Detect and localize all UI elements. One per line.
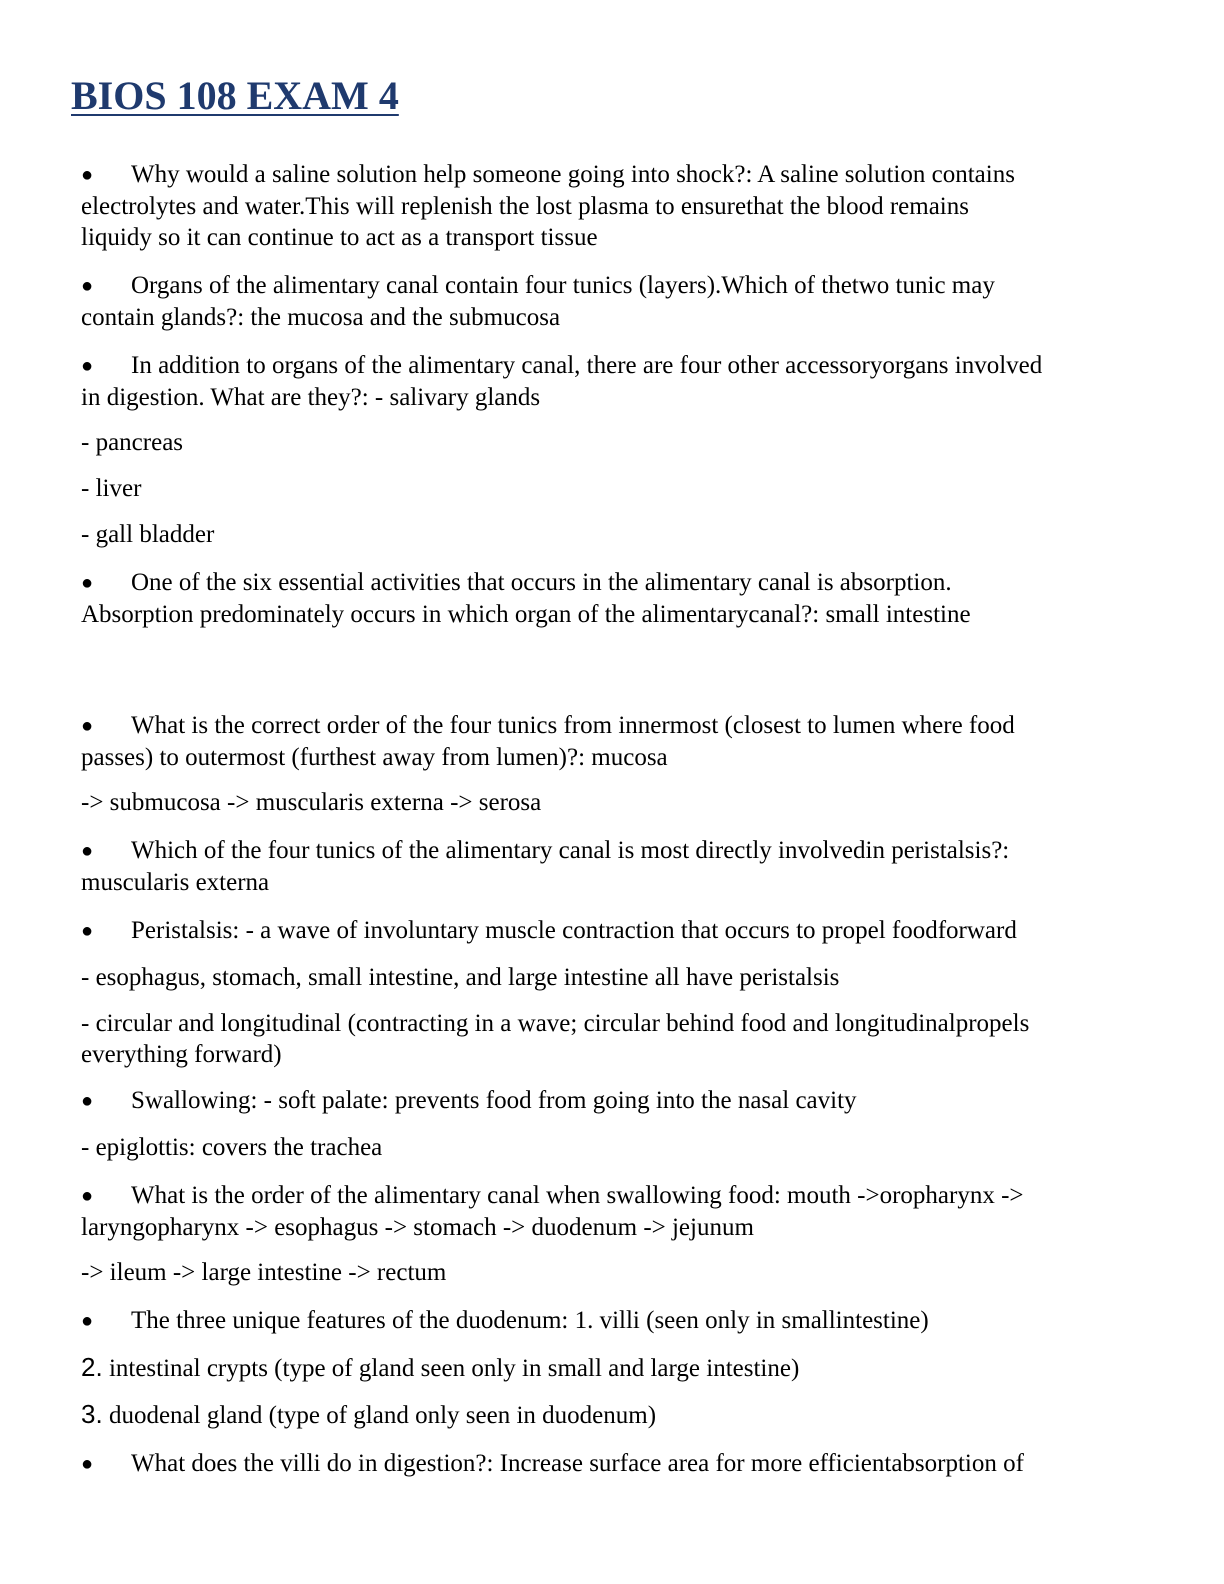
bullet-icon: ● xyxy=(81,920,94,942)
note-line: - gall bladder xyxy=(81,521,215,548)
bullet-icon: ● xyxy=(81,1453,94,1475)
bullet-icon: ● xyxy=(81,840,94,862)
bullet-icon: ● xyxy=(81,1185,94,1207)
note-line: muscularis externa xyxy=(81,869,270,896)
note-line: ● What does the villi do in digestion?: Increase surface area for more efficientabsorption of xyxy=(81,1448,1141,1480)
list-number: 3. xyxy=(81,1399,103,1429)
note-line: liquidy so it can continue to act as a transport tissue xyxy=(81,224,598,251)
note-line: ● In addition to organs of the alimentary canal, there are four other accessoryorgans involved xyxy=(81,350,1141,382)
note-line: electrolytes and water.This will replenish the lost plasma to ensurethat the blood remains xyxy=(81,193,969,220)
bullet-icon: ● xyxy=(81,715,94,737)
note-line: ● What is the correct order of the four tunics from innermost (closest to lumen where food xyxy=(81,710,1141,742)
note-line: -> ileum -> large intestine -> rectum xyxy=(81,1259,447,1286)
note-line: contain glands?: the mucosa and the submucosa xyxy=(81,304,561,331)
note-line: - epiglottis: covers the trachea xyxy=(81,1134,383,1161)
note-line: 2. intestinal crypts (type of gland seen only in small and large intestine) xyxy=(81,1352,800,1382)
note-line: - liver xyxy=(81,475,142,502)
note-line: in digestion. What are they?: - salivary glands xyxy=(81,384,541,411)
bullet-icon: ● xyxy=(81,355,94,377)
note-line: ● Peristalsis: - a wave of involuntary muscle contraction that occurs to propel foodforward xyxy=(81,915,1141,947)
bullet-icon: ● xyxy=(81,1090,94,1112)
note-line: passes) to outermost (furthest away from lumen)?: mucosa xyxy=(81,744,668,771)
bullet-icon: ● xyxy=(81,164,94,186)
note-line: ● Why would a saline solution help someone going into shock?: A saline solution contains xyxy=(81,159,1141,191)
note-line: laryngopharynx -> esophagus -> stomach -> duodenum -> jejunum xyxy=(81,1214,754,1241)
note-line: - pancreas xyxy=(81,429,184,456)
document-title: BIOS 108 EXAM 4 xyxy=(71,73,399,118)
note-line: - esophagus, stomach, small intestine, and large intestine all have peristalsis xyxy=(81,964,840,991)
bullet-icon: ● xyxy=(81,275,94,297)
note-line: ● Swallowing: - soft palate: prevents food from going into the nasal cavity xyxy=(81,1085,1141,1117)
notes-body xyxy=(81,159,1141,1480)
note-line: ● One of the six essential activities that occurs in the alimentary canal is absorption. xyxy=(81,567,1141,599)
list-number: 2. xyxy=(81,1352,103,1382)
bullet-icon: ● xyxy=(81,1310,94,1332)
bullet-icon: ● xyxy=(81,572,94,594)
note-line: -> submucosa -> muscularis externa -> serosa xyxy=(81,789,542,816)
note-line: everything forward) xyxy=(81,1041,282,1068)
note-line: Absorption predominately occurs in which organ of the alimentarycanal?: small intestine xyxy=(81,601,971,628)
note-line: ● The three unique features of the duodenum: 1. villi (seen only in smallintestine) xyxy=(81,1305,1141,1337)
note-line: ● Organs of the alimentary canal contain four tunics (layers).Which of thetwo tunic may xyxy=(81,270,1141,302)
note-line: - circular and longitudinal (contracting in a wave; circular behind food and longitudinalpropels xyxy=(81,1010,1030,1037)
note-line: ● What is the order of the alimentary canal when swallowing food: mouth ->oropharynx -> xyxy=(81,1180,1141,1212)
note-line: ● Which of the four tunics of the alimentary canal is most directly involvedin peristalsis?: xyxy=(81,835,1141,867)
note-line: 3. duodenal gland (type of gland only seen in duodenum) xyxy=(81,1399,657,1429)
